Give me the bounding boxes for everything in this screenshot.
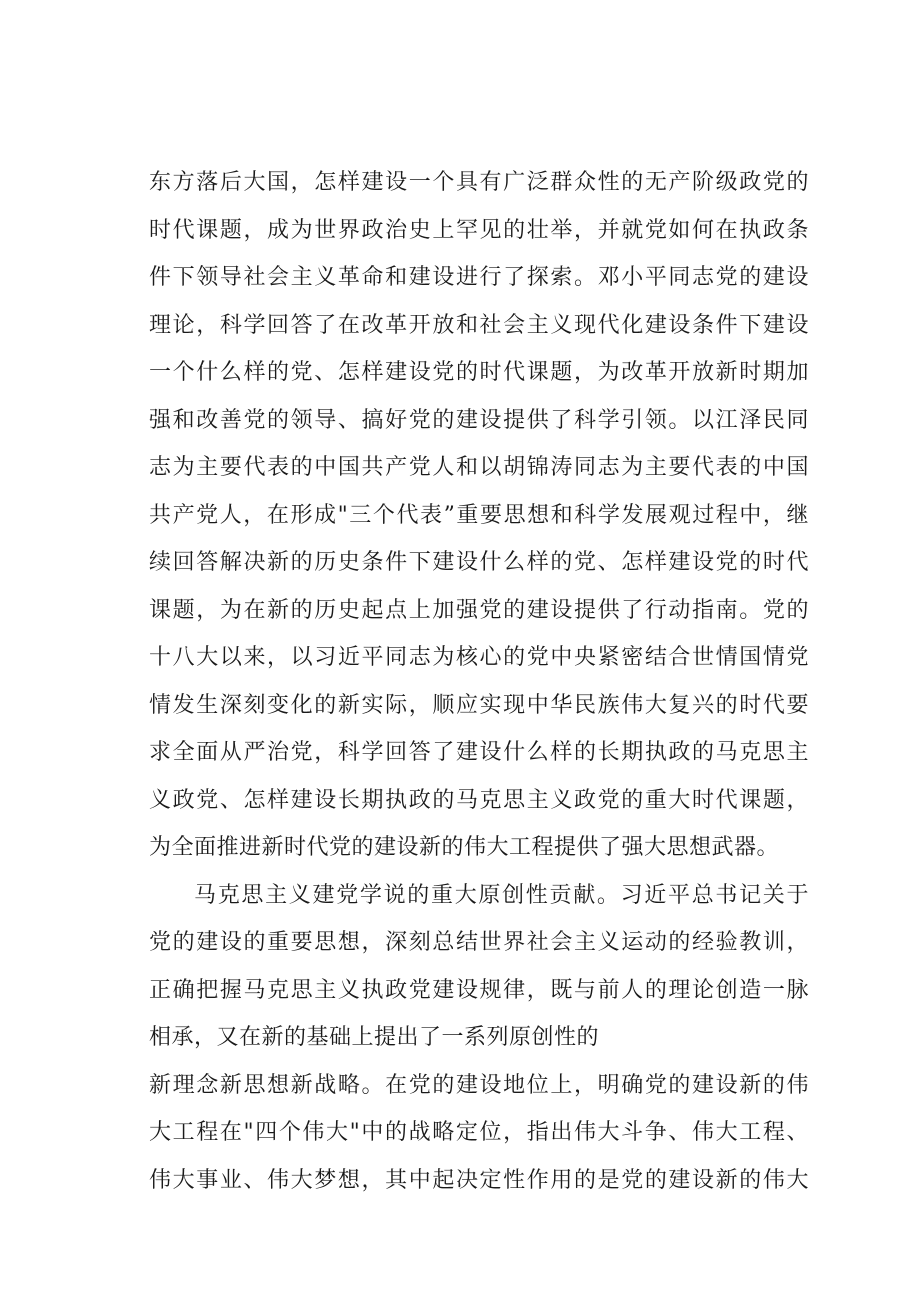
text-line: 理论，科学回答了在改革开放和社会主义现代化建设条件下建设 <box>149 312 809 338</box>
text-line: 件下领导社会主义革命和建设进行了探索。邓小平同志党的建设 <box>149 265 809 290</box>
text-line: 课题，为在新的历史起点上加强党的建设提供了行动指南。党的 <box>149 597 809 623</box>
body-text <box>149 159 809 1204</box>
text-line: 续回答解决新的历史条件下建设什么样的党、怎样建设党的时代 <box>149 550 809 575</box>
text-line: 党的建设的重要思想，深刻总结世界社会主义运动的经验教训， <box>149 930 809 955</box>
text-line: 东方落后大国，怎样建设一个具有广泛群众性的无产阶级政党的 <box>149 170 809 195</box>
text-line: 正确把握马克思主义执政党建设规律，既与前人的理论创造一脉 <box>149 977 809 1003</box>
text-line: 相承，又在新的基础上提出了一系列原创性的 <box>149 1025 600 1050</box>
text-line: 情发生深刻变化的新实际，顺应实现中华民族伟大复兴的时代要 <box>149 692 809 718</box>
text-line: 求全面从严治党，科学回答了建设什么样的长期执政的马克思主 <box>149 740 809 765</box>
paragraph-first-line: 马克思主义建党学说的重大原创性贡献。习近平总书记关于 <box>194 882 809 908</box>
text-line: 时代课题，成为世界政治史上罕见的壮举，并就党如何在执政条 <box>149 217 809 243</box>
text-line: 志为主要代表的中国共产党人和以胡锦涛同志为主要代表的中国 <box>149 455 809 480</box>
text-line: 共产党人，在形成"三个代表”重要思想和科学发展观过程中，继 <box>149 502 809 528</box>
text-line: 伟大事业、伟大梦想，其中起决定性作用的是党的建设新的伟大 <box>149 1167 809 1193</box>
text-line: 新理念新思想新战略。在党的建设地位上，明确党的建设新的伟 <box>149 1072 809 1098</box>
text-line: 为全面推进新时代党的建设新的伟大工程提供了强大思想武器。 <box>149 835 780 860</box>
text-line: 十八大以来，以习近平同志为核心的党中央紧密结合世情国情党 <box>149 645 809 670</box>
text-line: 一个什么样的党、怎样建设党的时代课题，为改革开放新时期加 <box>149 360 809 385</box>
text-line: 义政党、怎样建设长期执政的马克思主义政党的重大时代课题， <box>149 787 809 813</box>
text-line: 大工程在"四个伟大"中的战略定位，指出伟大斗争、伟大工程、 <box>149 1120 809 1145</box>
text-line: 强和改善党的领导、搞好党的建设提供了科学引领。以江泽民同 <box>149 407 809 433</box>
